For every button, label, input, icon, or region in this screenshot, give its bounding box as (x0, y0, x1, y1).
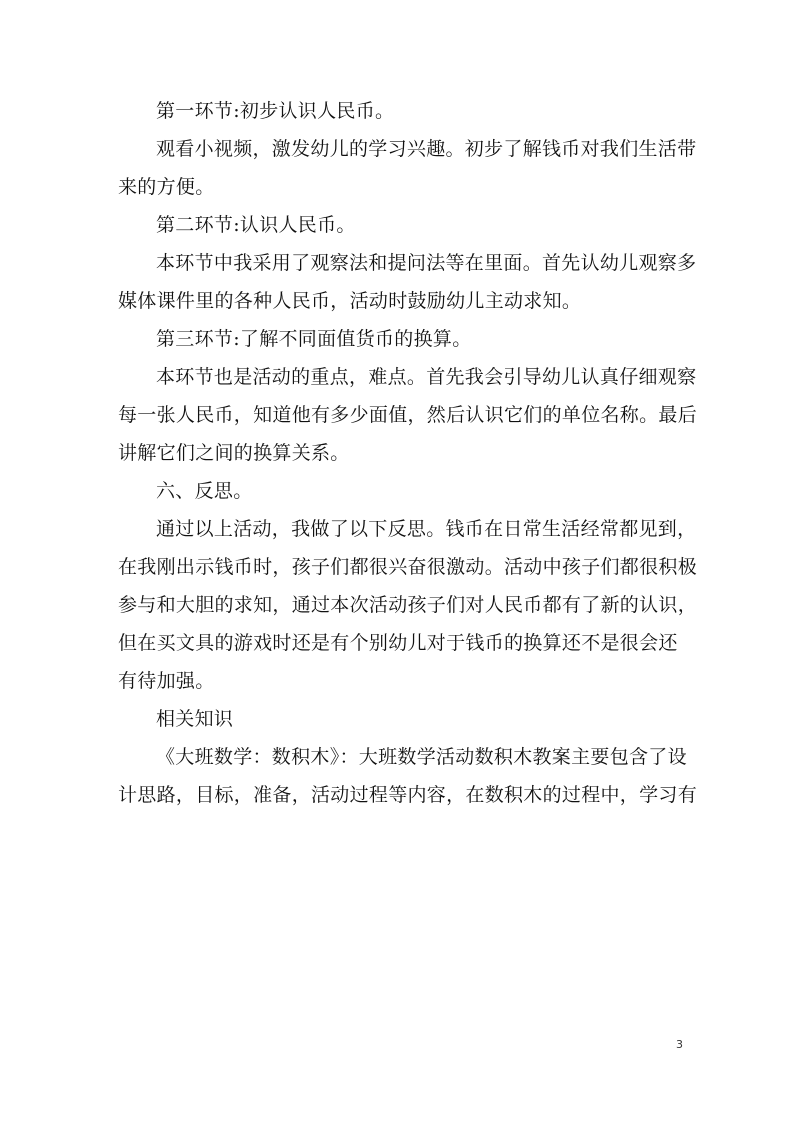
paragraph-line: 参与和大胆的求知，通过本次活动孩子们对人民币都有了新的认识， (118, 594, 698, 616)
paragraph-line: 在我刚出示钱币时，孩子们都很兴奋很激动。活动中孩子们都很积极 (118, 556, 698, 578)
paragraph-line: 本环节也是活动的重点，难点。首先我会引导幼儿认真仔细观察 (156, 366, 697, 388)
page-number: 3 (676, 1038, 683, 1051)
section-heading-2: 第二环节:认识人民币。 (156, 214, 356, 236)
section-heading-related: 相关知识 (156, 708, 234, 730)
paragraph-line: 讲解它们之间的换算关系。 (118, 442, 350, 464)
paragraph-line: 通过以上活动，我做了以下反思。钱币在日常生活经常都见到， (156, 518, 697, 540)
section-heading-1: 第一环节:初步认识人民币。 (156, 100, 395, 122)
paragraph-line: 媒体课件里的各种人民币，活动时鼓励幼儿主动求知。 (118, 290, 582, 312)
document-body (118, 92, 698, 814)
section-heading-3: 第三环节:了解不同面值货币的换算。 (156, 328, 472, 350)
paragraph-line: 《大班数学：数积木》：大班数学活动数积木教案主要包含了设 (156, 746, 687, 768)
paragraph-line: 但在买文具的游戏时还是有个别幼儿对于钱币的换算还不是很会还 (118, 632, 678, 654)
section-heading-reflection: 六、反思。 (156, 480, 253, 502)
paragraph-line: 有待加强。 (118, 670, 215, 692)
paragraph-line: 来的方便。 (118, 176, 215, 198)
paragraph-line: 本环节中我采用了观察法和提问法等在里面。首先认幼儿观察多 (156, 252, 697, 274)
paragraph-line: 每一张人民币，知道他有多少面值，然后认识它们的单位名称。最后 (118, 404, 698, 426)
paragraph-line: 计思路，目标，准备，活动过程等内容，在数积木的过程中，学习有 (118, 784, 698, 806)
paragraph-line: 观看小视频，激发幼儿的学习兴趣。初步了解钱币对我们生活带 (156, 138, 697, 160)
